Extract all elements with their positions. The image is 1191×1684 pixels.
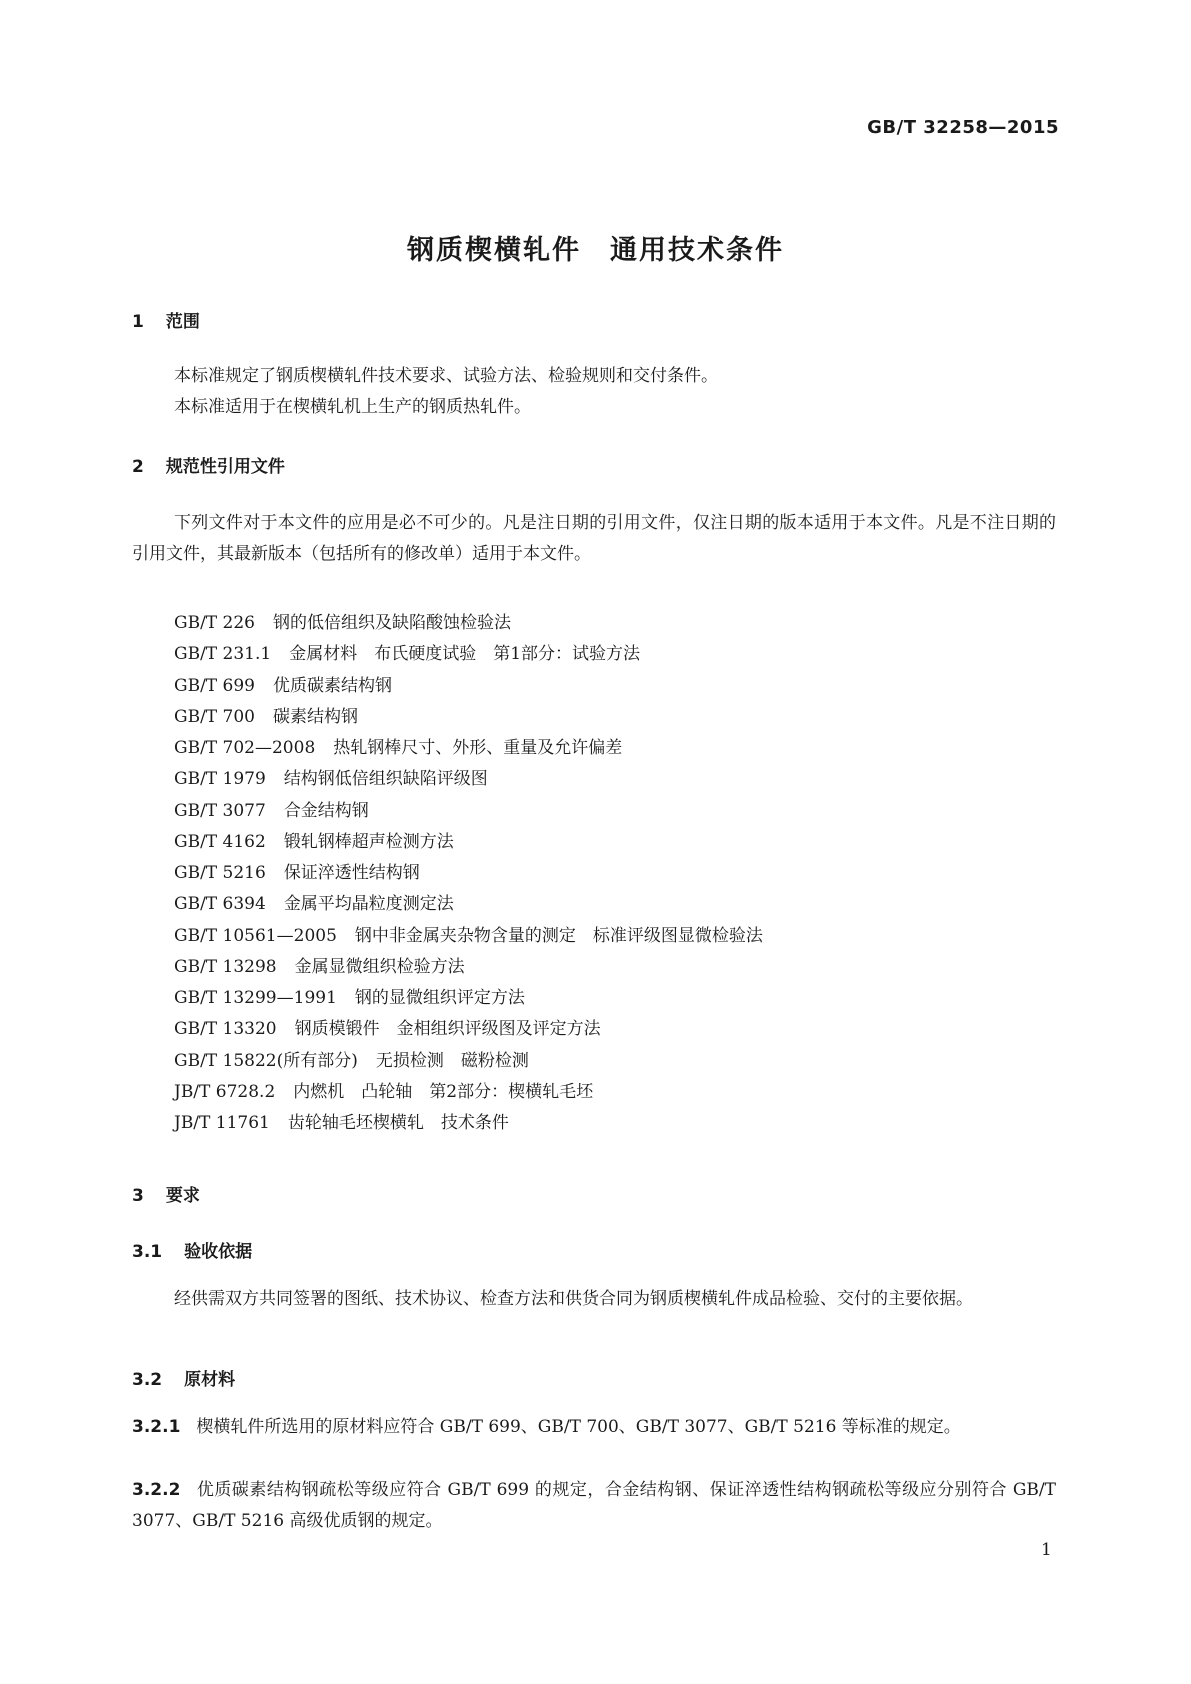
reference-title: 优质碳素结构钢 (273, 675, 392, 696)
reference-item (174, 1014, 763, 1045)
subsection-3-1-heading (132, 1237, 252, 1262)
reference-item (174, 733, 763, 764)
reference-code: GB/T 10561—2005 (174, 925, 337, 946)
reference-title: 金属显微组织检验方法 (294, 956, 465, 977)
document-title: 钢质楔横轧件 通用技术条件 (407, 235, 784, 266)
scope-paragraph-1: 本标准规定了钢质楔横轧件技术要求、试验方法、检验规则和交付条件。 (174, 366, 718, 386)
reference-title: 结构钢低倍组织缺陷评级图 (283, 769, 488, 790)
reference-code: GB/T 13298 (174, 956, 277, 977)
reference-item (174, 1077, 763, 1108)
reference-item (174, 671, 763, 702)
reference-item (174, 1046, 763, 1077)
scope-paragraph-2: 本标准适用于在楔横轧机上生产的钢质热轧件。 (174, 397, 531, 417)
reference-code: JB/T 11761 (174, 1113, 270, 1133)
reference-list (174, 608, 763, 1139)
section-3-heading (132, 1181, 200, 1206)
section-number: 3.2 (132, 1370, 163, 1390)
reference-item (174, 858, 763, 889)
section-number: 3 (132, 1186, 144, 1206)
reference-title: 钢的显微组织评定方法 (354, 988, 525, 1008)
reference-code: GB/T 699 (174, 675, 255, 696)
reference-code: GB/T 226 (174, 613, 255, 633)
reference-item (174, 639, 763, 670)
section-title: 原材料 (184, 1370, 236, 1390)
acceptance-basis-paragraph: 经供需双方共同签署的图纸、技术协议、检查方法和供货合同为钢质楔横轧件成品检验、交付的主要依据。 (174, 1289, 973, 1309)
reference-code: GB/T 231.1 (174, 644, 272, 665)
reference-title: 齿轮轴毛坯楔横轧 技术条件 (287, 1113, 509, 1133)
page-number: 1 (1041, 1540, 1052, 1560)
subsection-3-2-heading (132, 1365, 235, 1390)
reference-title: 热轧钢棒尺寸、外形、重量及允许偏差 (333, 738, 623, 758)
section-1-heading (132, 307, 200, 332)
clause-3-2-2 (132, 1475, 1056, 1537)
reference-code: GB/T 1979 (174, 769, 266, 790)
reference-code: GB/T 3077 (174, 800, 266, 821)
reference-item (174, 827, 763, 858)
reference-title: 钢中非金属夹杂物含量的测定 标准评级图显微检验法 (354, 925, 763, 946)
reference-title: 保证淬透性结构钢 (283, 863, 420, 883)
reference-code: GB/T 13299—1991 (174, 988, 337, 1008)
reference-title: 合金结构钢 (283, 800, 369, 821)
reference-item (174, 1108, 763, 1139)
reference-code: GB/T 700 (174, 706, 255, 727)
reference-code: GB/T 13320 (174, 1019, 277, 1040)
section-number: 1 (132, 312, 144, 332)
reference-title: 无损检测 磁粉检测 (375, 1050, 529, 1071)
clause-number: 3.2.1 (132, 1417, 181, 1437)
reference-title: 碳素结构钢 (273, 706, 358, 727)
clause-text: 楔横轧件所选用的原材料应符合 GB/T 699、GB/T 700、GB/T 3077、GB/T 5216 等标准的规定。 (196, 1417, 961, 1437)
reference-title: 金属材料 布氏硬度试验 第1部分：试验方法 (289, 644, 641, 665)
clause-text: 优质碳素结构钢疏松等级应符合 GB/T 699 的规定，合金结构钢、保证淬透性结构钢疏松等级应分别符合 GB/T 3077、GB/T 5216 高级优质钢的规定。 (132, 1480, 1056, 1531)
reference-title: 金属平均晶粒度测定法 (283, 894, 454, 915)
reference-item (174, 796, 763, 827)
section-2-heading (132, 452, 285, 477)
reference-title: 内燃机 凸轮轴 第2部分：楔横轧毛坯 (293, 1081, 594, 1102)
reference-title: 锻轧钢棒超声检测方法 (283, 831, 454, 852)
reference-item (174, 952, 763, 983)
section-title: 要求 (165, 1186, 200, 1206)
section-title: 验收依据 (184, 1242, 253, 1262)
reference-code: GB/T 15822(所有部分) (174, 1050, 358, 1071)
section-number: 3.1 (132, 1242, 163, 1262)
section-number: 2 (132, 457, 144, 477)
standard-number: GB/T 32258—2015 (867, 117, 1059, 138)
reference-item (174, 608, 763, 639)
section-title: 范围 (165, 312, 200, 332)
reference-item (174, 764, 763, 795)
reference-title: 钢质模锻件 金相组织评级图及评定方法 (294, 1019, 601, 1040)
reference-title: 钢的低倍组织及缺陷酸蚀检验法 (273, 613, 511, 633)
reference-item (174, 702, 763, 733)
clause-number: 3.2.2 (132, 1480, 181, 1500)
reference-code: GB/T 702—2008 (174, 738, 316, 758)
reference-code: GB/T 6394 (174, 894, 266, 915)
reference-code: JB/T 6728.2 (174, 1081, 276, 1102)
reference-item (174, 889, 763, 920)
reference-item (174, 921, 763, 952)
reference-code: GB/T 4162 (174, 831, 266, 852)
clause-3-2-1 (132, 1412, 1056, 1443)
reference-item (174, 983, 763, 1014)
reference-code: GB/T 5216 (174, 863, 266, 883)
normative-references-intro: 下列文件对于本文件的应用是必不可少的。凡是注日期的引用文件，仅注日期的版本适用于本文件。凡是不注日期的引用文件，其最新版本（包括所有的修改单）适用于本文件。 (132, 513, 1056, 564)
section-title: 规范性引用文件 (165, 457, 285, 477)
